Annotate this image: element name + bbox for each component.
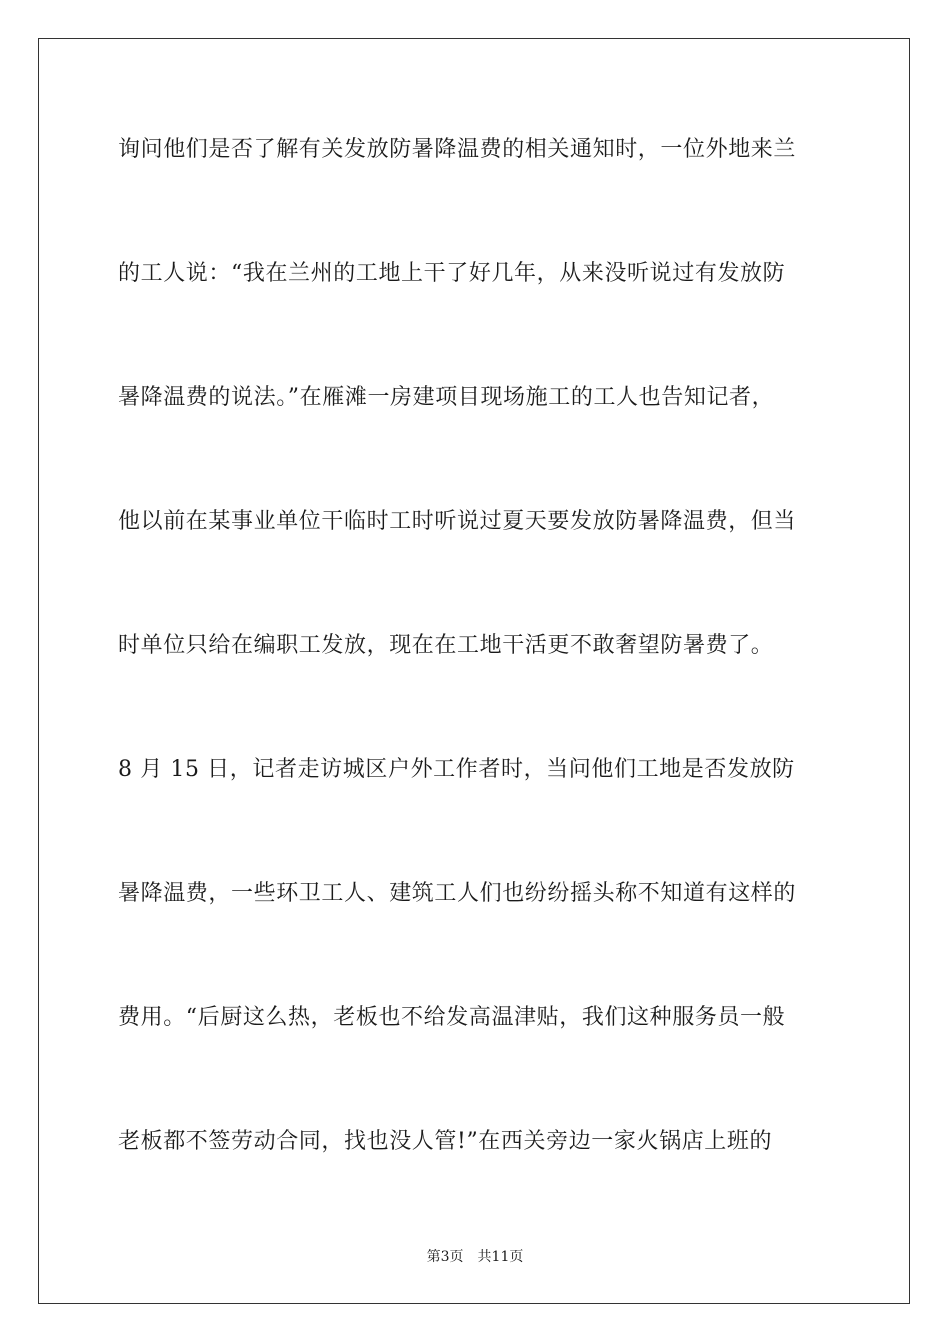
text-line-1: 询问他们是否了解有关发放防暑降温费的相关通知时，一位外地来兰 [118, 137, 797, 162]
text-line-7: 暑降温费，一些环卫工人、建筑工人们也纷纷摇头称不知道有这样的 [118, 881, 797, 906]
text-line-8: 费用。“后厨这么热，老板也不给发高温津贴，我们这种服务员一般 [118, 1005, 786, 1030]
page-border [38, 38, 910, 1304]
text-line-9: 老板都不签劳动合同，找也没人管!”在西关旁边一家火锅店上班的 [118, 1129, 773, 1154]
text-line-6: 8 月 15 日，记者走访城区户外工作者时，当问他们工地是否发放防 [118, 757, 795, 782]
text-line-4: 他以前在某事业单位干临时工时听说过夏天要发放防暑降温费，但当 [118, 509, 797, 534]
text-line-2: 的工人说：“我在兰州的工地上干了好几年，从来没听说过有发放防 [118, 261, 786, 286]
current-page-label: 第3页 [426, 1249, 464, 1265]
total-pages-label: 共11页 [477, 1249, 524, 1265]
text-line-3: 暑降温费的说法。”在雁滩一房建项目现场施工的工人也告知记者， [118, 385, 775, 410]
text-line-5: 时单位只给在编职工发放，现在在工地干活更不敢奢望防暑费了。 [118, 633, 774, 658]
page-footer [0, 1248, 950, 1266]
